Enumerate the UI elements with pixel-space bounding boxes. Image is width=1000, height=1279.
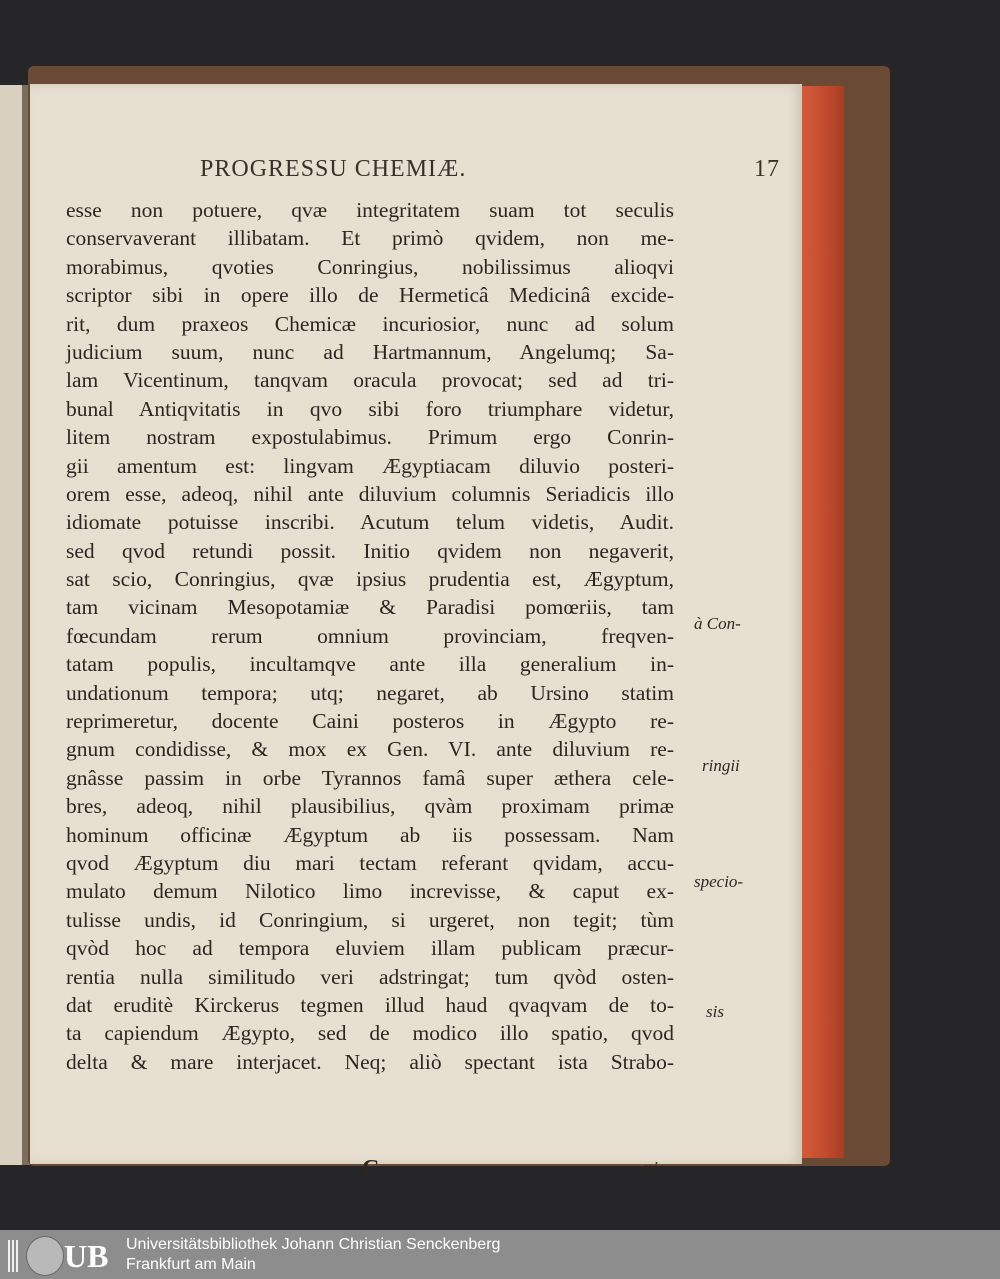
text-line: sed qvod retundi possit. Initio qvidem non negaverit, bbox=[66, 538, 674, 563]
book-page bbox=[30, 84, 802, 1182]
text-line: tulisse undis, id Conringium, si urgeret, non tegit; tùm bbox=[66, 907, 674, 932]
red-page-edge bbox=[800, 86, 844, 1158]
text-line: bunal Antiqvitatis in qvo sibi foro triumphare videtur, bbox=[66, 396, 674, 421]
text-line: tam vicinam Mesopotamiæ & Paradisi pomœriis, tam bbox=[66, 595, 674, 620]
text-line: mulato demum Nilotico limo increvisse, & caput ex- bbox=[66, 879, 674, 904]
text-line: judicium suum, nunc ad Hartmannum, Angelumq; Sa- bbox=[66, 339, 674, 364]
margin-note: ringii bbox=[702, 756, 740, 775]
logo-stripes-icon bbox=[8, 1240, 20, 1272]
page-number: 17 bbox=[754, 156, 780, 182]
institution-name bbox=[126, 1235, 500, 1275]
library-footer bbox=[0, 1230, 1000, 1279]
text-line: delta & mare interjacet. Neq; aliò spectant ista Strabo- bbox=[66, 1049, 674, 1074]
text-line: qvòd hoc ad tempora eluviem illam publicam præcur- bbox=[66, 936, 674, 961]
text-line: gnum condidisse, & mox ex Gen. VI. ante diluvium re- bbox=[66, 737, 674, 762]
text-line: rit, dum praxeos Chemicæ incuriosior, nunc ad solum bbox=[66, 311, 674, 336]
text-line: idiomate potuisse inscribi. Acutum telum videtis, Audit. bbox=[66, 510, 674, 535]
text-line: sat scio, Conringius, qvæ ipsius prudentia est, Ægyptum, bbox=[66, 567, 674, 592]
text-line: tatam populis, incultamqve ante illa generalium in- bbox=[66, 652, 674, 677]
logo-text: UB bbox=[64, 1238, 109, 1274]
catchword: nis bbox=[644, 1158, 666, 1178]
institution-line-1: Universitätsbibliothek Johann Christian Senckenberg bbox=[126, 1236, 501, 1253]
text-line: gii amentum est: lingvam Ægyptiacam diluvio posteri- bbox=[66, 453, 674, 478]
text-line: litem nostram expostulabimus. Primum ergo Conrin- bbox=[66, 425, 674, 450]
text-line: gnâsse passim in orbe Tyrannos famâ super æthera cele- bbox=[66, 765, 674, 790]
margin-note: specio- bbox=[694, 872, 744, 891]
text-line: dat eruditè Kirckerus tegmen illud haud qvaqvam de to- bbox=[66, 992, 674, 1017]
text-line: hominum officinæ Ægyptum ab iis possessam. Nam bbox=[66, 822, 674, 847]
text-line: ta capiendum Ægypto, sed de modico illo spatio, qvod bbox=[66, 1021, 674, 1046]
margin-note: sis bbox=[706, 1002, 724, 1021]
main-text-block bbox=[66, 196, 674, 1076]
text-line: qvod Ægyptum diu mari tectam referant qvidam, accu- bbox=[66, 850, 674, 875]
text-line: undationum tempora; utq; negaret, ab Ursino statim bbox=[66, 680, 674, 705]
text-line: fœcundam rerum omnium provinciam, freqven- bbox=[66, 623, 674, 648]
signature-mark: C bbox=[362, 1156, 380, 1182]
institution-line-2: Frankfurt am Main bbox=[126, 1256, 256, 1273]
text-line: scriptor sibi in opere illo de Hermeticâ Medicinâ excide- bbox=[66, 283, 674, 308]
text-line: rentia nulla similitudo veri adstringat; tum qvòd osten- bbox=[66, 964, 674, 989]
running-header bbox=[200, 156, 780, 192]
library-logo bbox=[4, 1234, 116, 1276]
portrait-icon bbox=[26, 1236, 64, 1276]
text-line: esse non potuere, qvæ integritatem suam tot seculis bbox=[66, 198, 674, 222]
margin-note: à Con- bbox=[694, 614, 741, 633]
text-line: conservaverant illibatam. Et primò qvidem, non me- bbox=[66, 226, 674, 251]
text-line: reprimeretur, docente Caini posteros in Ægypto re- bbox=[66, 709, 674, 734]
text-line: morabimus, qvoties Conringius, nobilissimus alioqvi bbox=[66, 254, 674, 279]
text-line: bres, adeoq, nihil plausibilius, qvàm proximam primæ bbox=[66, 794, 674, 819]
text-line: orem esse, adeoq, nihil ante diluvium columnis Seriadicis illo bbox=[66, 481, 674, 506]
running-title: PROGRESSU CHEMIÆ. bbox=[200, 156, 467, 182]
text-line: lam Vicentinum, tanqvam oracula provocat; sed ad tri- bbox=[66, 368, 674, 393]
